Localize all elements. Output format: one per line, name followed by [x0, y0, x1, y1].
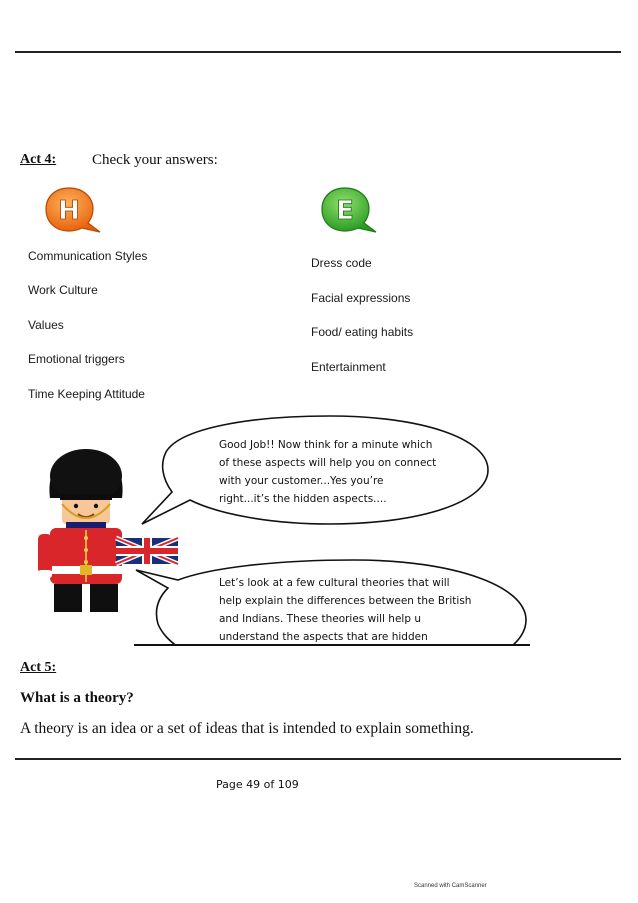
- act4-label: Act 4:: [20, 152, 57, 167]
- bubble-1-line: right...it’s the hidden aspects....: [219, 493, 387, 505]
- hidden-aspects-h-icon: [44, 186, 104, 236]
- bubble-2-line: and Indians. These theories will help u: [219, 613, 421, 625]
- e-icon-letter: E: [336, 196, 354, 226]
- act5-label: Act 5:: [20, 660, 57, 675]
- union-jack-flag-icon: [116, 538, 178, 564]
- external-aspects-e-icon: [320, 186, 380, 236]
- list-item: Communication Styles: [28, 249, 148, 263]
- list-item: Entertainment: [311, 360, 386, 374]
- bubble-1-text: [219, 436, 436, 508]
- page-number: Page 49 of 109: [216, 778, 299, 791]
- list-item: Emotional triggers: [28, 352, 125, 366]
- h-icon-letter: H: [58, 196, 80, 226]
- list-item: Food/ eating habits: [311, 325, 414, 339]
- bubble-2-text: [219, 574, 471, 646]
- bubble-2-line: understand the aspects that are hidden: [219, 631, 428, 643]
- bubble-2-bottom-edge: [134, 644, 530, 646]
- british-guard-illustration: [36, 446, 182, 614]
- bubble-1-line: Good Job!! Now think for a minute which: [219, 439, 433, 451]
- act4-instruction: Check your answers:: [92, 152, 218, 168]
- act5-definition: A theory is an idea or a set of ideas that is intended to explain something.: [20, 720, 474, 737]
- top-rule: [15, 51, 621, 53]
- scanner-watermark: Scanned with CamScanner: [414, 883, 487, 889]
- bubble-1-line: with your customer...Yes you’re: [219, 475, 384, 487]
- bubble-2-line: help explain the differences between the British: [219, 595, 472, 607]
- list-item: Work Culture: [28, 283, 98, 297]
- list-item: Dress code: [311, 256, 372, 270]
- bubble-1-line: of these aspects will help you on connect: [219, 457, 437, 469]
- speech-bubble-2-wrapper: [134, 558, 530, 646]
- act5-question: What is a theory?: [20, 690, 134, 706]
- list-item: Facial expressions: [311, 291, 411, 305]
- list-item: Values: [28, 318, 64, 332]
- bubble-2-line: Let’s look at a few cultural theories that will: [219, 577, 450, 589]
- bottom-rule: [15, 758, 621, 760]
- list-item: Time Keeping Attitude: [28, 387, 145, 401]
